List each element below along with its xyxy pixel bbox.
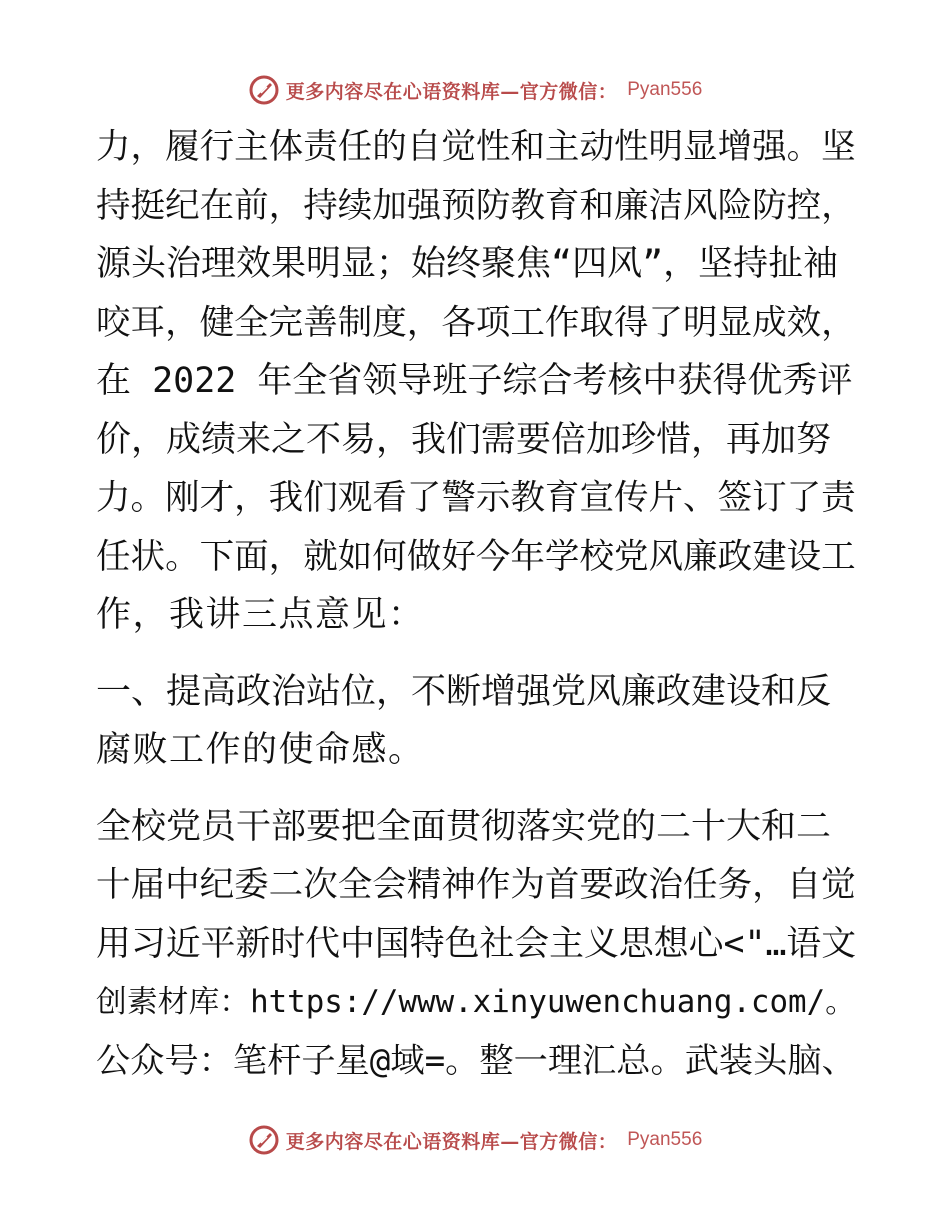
heading-line: 一、提高政治站位，不断增强党风廉政建设和反 [96,671,832,712]
watermark-text: 更多内容尽在心语资料库—官方微信： [285,1130,618,1153]
text-line: 在 2022 年全省领导班子综合考核中获得优秀评 [96,361,853,401]
heading-line: 腐败工作的使命感。 [96,730,425,770]
text-line: 力，履行主体责任的自觉性和主动性明显增强。坚 [96,127,856,167]
header-watermark [0,70,950,110]
text-line: 用习近平新时代中国特色社会主义思想心<"…语文 [96,923,857,964]
section-heading [96,663,856,780]
paragraph-2 [96,798,856,1091]
text-line: 源头治理效果明显；始终聚焦“四风”，坚持扯袖 [96,244,839,284]
document-body [96,118,856,1090]
text-line: 十届中纪委二次全会精神作为首要政治任务，自觉 [96,865,856,905]
paragraph-spacer [96,780,856,798]
feather-circle-logo-icon [248,74,280,106]
text-line: 任状。下面，就如何做好今年学校党风廉政建设工 [96,536,856,577]
watermark-brand: Pyan556 [627,1129,703,1150]
text-line: 作，我讲三点意见： [96,595,425,635]
text-line: 持挺纪在前，持续加强预防教育和廉洁风险防控， [96,185,856,226]
paragraph-1 [96,118,856,645]
paragraph-spacer [96,645,856,663]
text-line: 创素材库：https://www.xinyuwenchuang.com/。 [96,984,856,1020]
watermark-text: 更多内容尽在心语资料库—官方微信： [285,80,618,103]
text-line: 力。刚才，我们观看了警示教育宣传片、签订了责 [96,478,856,518]
text-line: 公众号：笔杆子星@域=。整一理汇总。武装头脑、 [96,1040,856,1081]
feather-circle-logo-icon [248,1124,280,1156]
footer-watermark [0,1120,950,1160]
watermark-brand: Pyan556 [627,79,703,100]
text-line: 价，成绩来之不易，我们需要倍加珍惜，再加努 [96,419,832,460]
text-line: 全校党员干部要把全面贯彻落实党的二十大和二 [96,806,832,847]
text-line: 咬耳，健全完善制度，各项工作取得了明显成效， [96,302,856,343]
